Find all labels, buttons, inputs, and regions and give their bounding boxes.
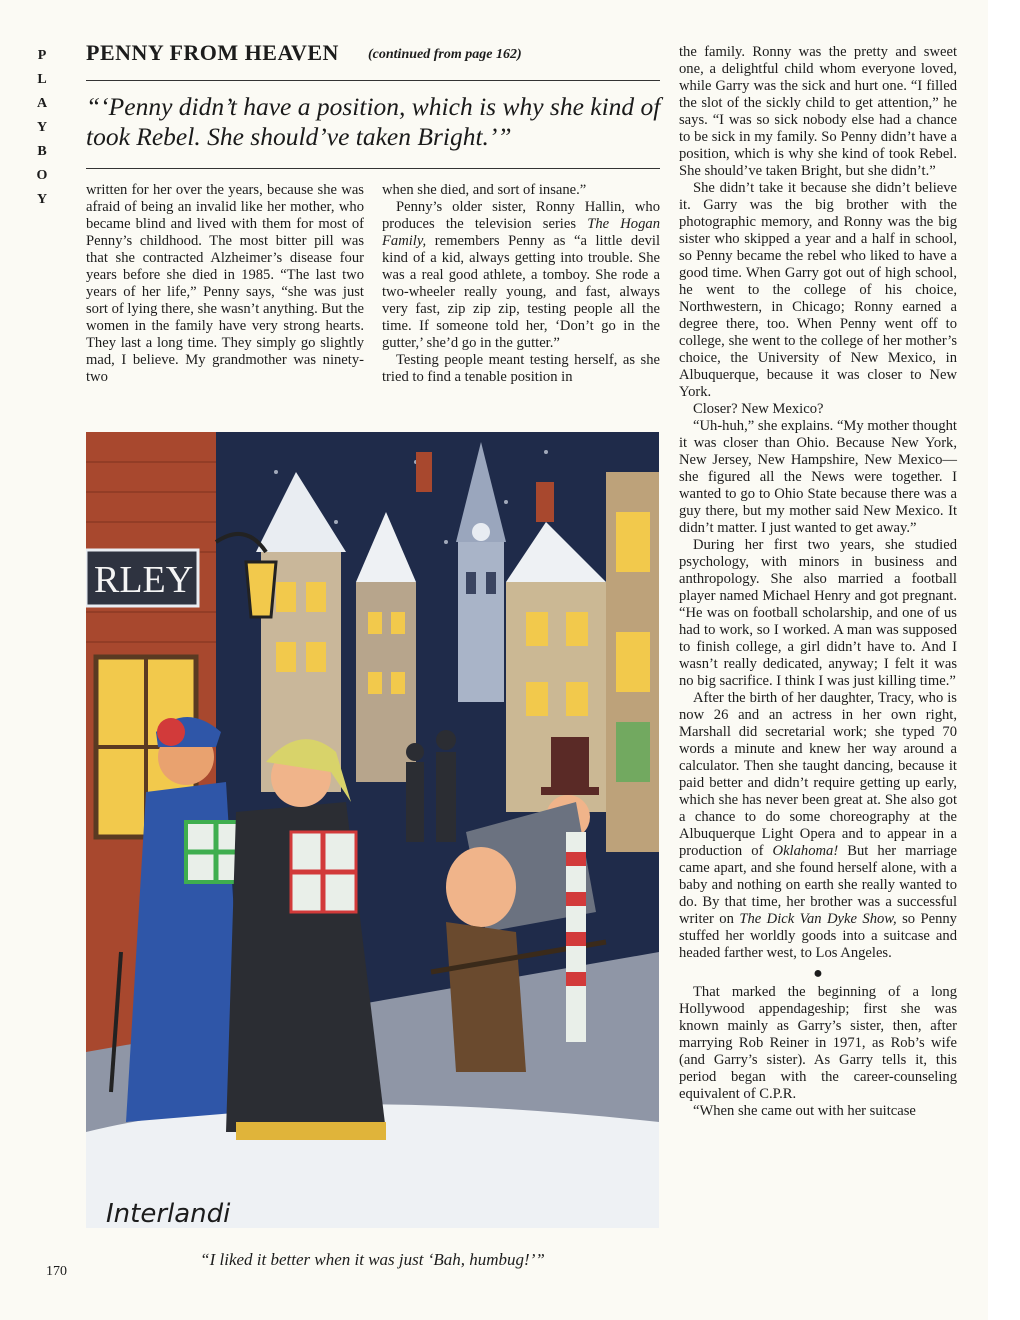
text-column-3 xyxy=(679,44,957,1120)
page-edge xyxy=(988,0,1020,1320)
pull-quote: “‘Penny didn’t have a position, which is why she kind of took Rebel. She should’ve taken Bright.’” xyxy=(86,92,661,151)
paragraph: written for her over the years, because she was afraid of being an invalid like her mother, who became blind and lived with them for most of Penny’s childhood. The most bitter pill was that she contracted Alzheimer’s disease four years before she died in 1985. “The last two years of her life,” Penny says, “she was just sort of lying there, she wasn’t anything. But the women in the family have very strong hearts. They last a long time. They simply go slightly mad, I believe. My grandmother was ninety-two xyxy=(86,182,364,385)
section-bullet: ● xyxy=(813,965,823,982)
paragraph: She didn’t take it because she didn’t believe it. Garry was the big brother with the photographic memory, and Ronny was the big sister who skipped a year and a half in school, so Penny became the rebel who liked to have a good time. When Garry got out of high school, he went to the college of his choice, Northwestern, in Chicago; Ronny earned a degree there, too. When Penny went off to college, she went to the college of her mother’s choice, the University of New Mexico, in Albuquerque, because it was closer to New York. xyxy=(679,180,957,400)
paragraph: That marked the beginning of a long Hollywood appendageship; first she was known mainly as Garry’s sister, then, after marrying Rob Reiner in 1971, as Rob’s wife (and Garry’s sister). As Garry tells it, this period began with the career-counseling equivalent of C.P.R. xyxy=(679,984,957,1102)
show-title: The Dick Van Dyke Show, xyxy=(739,911,897,927)
paragraph: After the birth of her daughter, Tracy, who is now 26 and an actress in her own right, Marshall did secretarial work; she typed 70 words a minute and knew her way around a calculator. Then she taught dancing, because it paid better and didn’t require getting up early, which she has never been great at. She also got a chance to do some choreography at the Albuquerque Light Opera and to appear in a production of Oklahoma! But her marriage came apart, and she found herself alone, with a baby and nothing on earth she really wanted to do. By that time, her brother was a successful writer on The Dick Van Dyke Show, so Penny stuffed her worldly goods into a suitcase and headed farther west, to Los Angeles. xyxy=(679,690,957,961)
text-column-1 xyxy=(86,182,364,386)
mag-letter: Y xyxy=(36,192,48,207)
rule-bottom xyxy=(86,168,660,169)
page-number: 170 xyxy=(46,1264,67,1279)
artist-signature: Interlandi xyxy=(106,1199,231,1228)
continued-note: (continued from page 162) xyxy=(368,47,522,62)
rule-top xyxy=(86,80,660,81)
cartoon-caption: “I liked it better when it was just ‘Bah, humbug!’” xyxy=(200,1250,545,1269)
shop-sign-text: RLEY xyxy=(94,559,194,601)
mag-letter: O xyxy=(36,168,48,183)
show-title: Oklahoma! xyxy=(772,843,839,859)
mag-letter: B xyxy=(37,144,47,159)
mag-letter: P xyxy=(37,48,47,63)
cartoon-illustration xyxy=(86,432,659,1228)
magazine-name-vertical xyxy=(30,44,54,212)
paragraph: Testing people meant testing herself, as she tried to find a tenable position in xyxy=(382,352,660,385)
article-title: PENNY FROM HEAVEN xyxy=(86,40,339,65)
mag-letter: Y xyxy=(36,120,48,135)
paragraph: “When she came out with her suitcase xyxy=(693,1103,916,1119)
paragraph: Penny’s older sister, Ronny Hallin, who produces the television series The Hogan Family, remembers Penny as “a little devil kind of a kid, always getting into trouble. She was a real good athlete, a tomboy. She rode a two-wheeler really young, and fast, always very fast, zip zip zip, testing people all the time. If someone told her, ‘Don’t go in the gutter,’ she’d go in the gutter.” xyxy=(382,199,660,351)
paragraph: During her first two years, she studied psychology, with minors in business and anthropology. She also married a football player named Michael Henry and got pregnant. “He was on football scholarship, and one of us had to work, so I worked. A man was supposed to finish college, a girl didn’t have to. And I wasn’t really dedicated, anyway; I felt it was no big sacrifice. I think I was just killing time.” xyxy=(679,537,957,689)
text-column-2 xyxy=(382,182,660,386)
paragraph: Closer? New Mexico? xyxy=(693,401,824,417)
paragraph: “Uh-huh,” she explains. “My mother thought it was closer than Ohio. Because New York, New Jersey, New Hampshire, New Mexico—she figured all the News were together. I wanted to go to Ohio State because there was a guy there, but my mother said New Mexico. It didn’t matter. I just wanted to get away.” xyxy=(679,418,957,536)
paragraph: the family. Ronny was the pretty and sweet one, a delightful child whom everyone loved, while Garry was the sick and hurt one. “I filled the slot of the sickly child to get attention,” he says. “I was so sick nobody else had a chance to be sick in my family. So Penny didn’t have a position, which is why she kind of took Rebel. She should’ve taken Bright, but she didn’t.” xyxy=(679,44,957,179)
show-title: The Hogan Family, xyxy=(382,216,660,249)
bare-backside xyxy=(446,847,516,927)
mag-letter: A xyxy=(36,96,48,111)
paragraph: when she died, and sort of insane.” xyxy=(382,182,587,198)
mag-letter: L xyxy=(37,72,47,87)
